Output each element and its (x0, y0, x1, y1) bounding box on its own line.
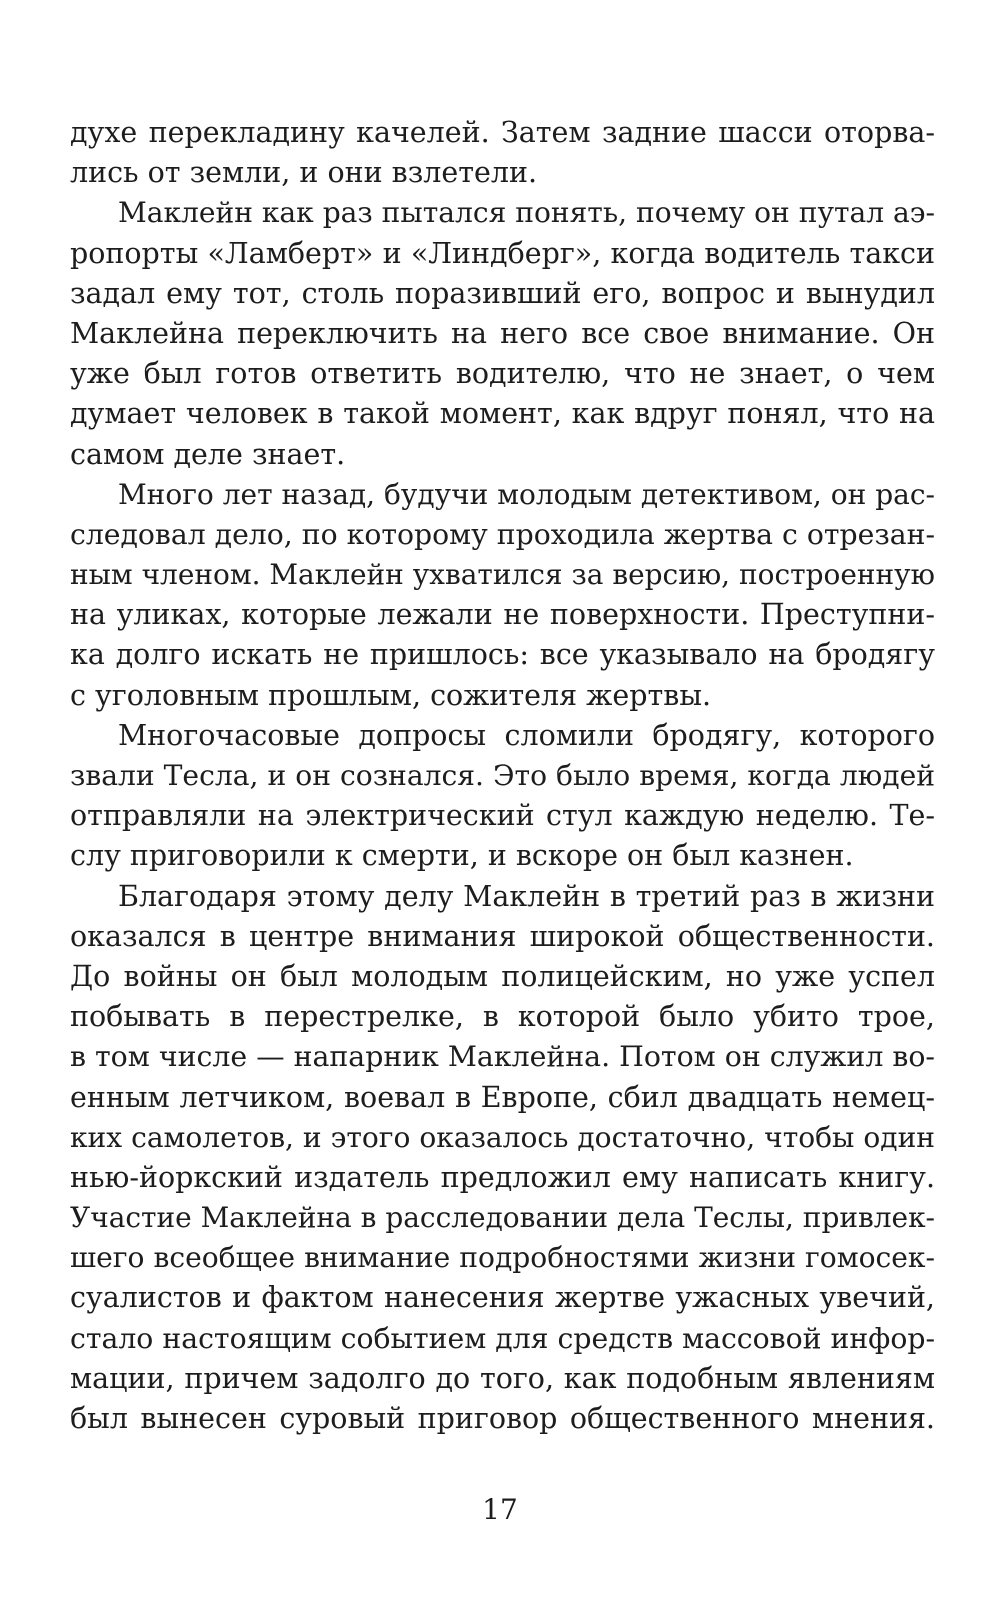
text-line: самом деле знает. (70, 437, 346, 471)
text-line: с уголовным прошлым, сожителя жертвы. (70, 678, 712, 712)
text-line: До войны он был молодым полицейским, но уже успел (70, 959, 935, 993)
text-line: ным членом. Маклейн ухватился за версию, построенную (70, 558, 935, 592)
text-line: лись от земли, и они взлетели. (70, 156, 538, 190)
text-line: в том числе — напарник Маклейна. Потом он служил во- (70, 1040, 935, 1074)
text-line: слу приговорили к смерти, и вскоре он был казнен. (70, 839, 854, 873)
text-line: шего всеобщее внимание подробностями жизни гомосек- (70, 1241, 935, 1275)
text-line: звали Тесла, и он сознался. Это было время, когда людей (70, 759, 935, 792)
text-line: побывать в перестрелке, в которой было убито трое, (70, 1000, 935, 1034)
text-line: следовал дело, по которому проходила жертва с отрезан- (70, 517, 935, 551)
text-line: духе перекладину качелей. Затем задние шасси оторва- (70, 116, 935, 149)
text-line: Много лет назад, будучи молодым детективом, он рас- (118, 477, 935, 511)
text-line: задал ему тот, столь поразивший его, вопрос и вынудил (70, 276, 935, 310)
text-line: Благодаря этому делу Маклейн в третий раз в жизни (118, 879, 935, 913)
text-line: стало настоящим событием для средств массовой инфор- (70, 1321, 935, 1355)
text-line: Маклейн как раз пытался понять, почему он путал аэ- (118, 196, 935, 230)
text-line: суалистов и фактом нанесения жертве ужасных увечий, (70, 1281, 935, 1315)
text-line: на уликах, которые лежали не поверхности. Преступни- (70, 598, 935, 632)
text-line: енным летчиком, воевал в Европе, сбил двадцать немец- (70, 1080, 935, 1114)
text-line: Многочасовые допросы сломили бродягу, которого (118, 718, 935, 752)
text-line: уже был готов ответить водителю, что не знает, о чем (70, 357, 935, 391)
page-number: 17 (482, 1493, 518, 1526)
text-line: думает человек в такой момент, как вдруг понял, что на (70, 397, 935, 431)
text-line: был вынесен суровый приговор общественного мнения. (70, 1402, 935, 1435)
text-line: мации, причем задолго до того, как подобным явлениям (70, 1361, 935, 1395)
text-line: Участие Маклейна в расследовании дела Теслы, привлек- (70, 1201, 935, 1235)
text-line: оказался в центре внимания широкой общественности. (70, 919, 935, 953)
text-line: ка долго искать не пришлось: все указывало на бродягу (70, 638, 935, 672)
body-text (70, 113, 935, 1439)
text-line: Маклейна переключить на него все свое внимание. Он (70, 316, 935, 350)
text-line: ропорты «Ламберт» и «Линдберг», когда водитель такси (70, 236, 935, 270)
text-line: нью-йоркский издатель предложил ему написать книгу. (70, 1160, 935, 1194)
text-line: ких самолетов, и этого оказалось достаточно, чтобы один (70, 1120, 935, 1154)
text-line: отправляли на электрический стул каждую неделю. Те- (70, 799, 935, 833)
